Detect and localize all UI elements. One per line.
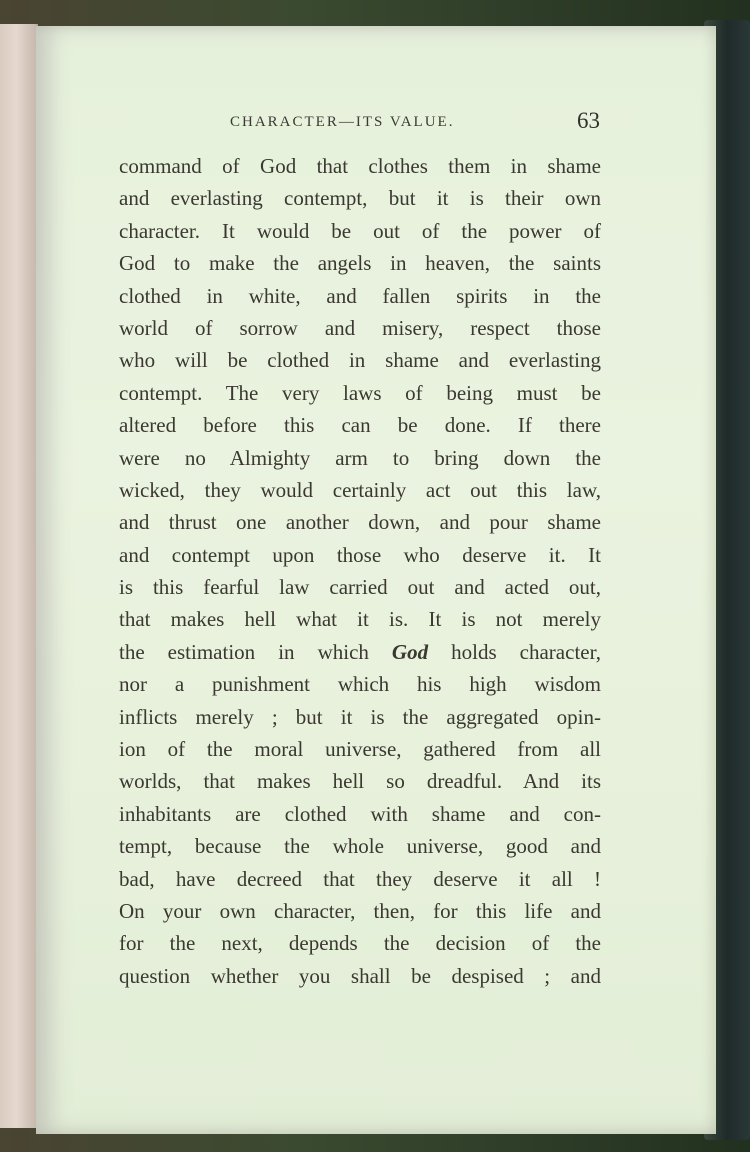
text-line: and thrust one another down, and pour shame bbox=[119, 510, 601, 535]
text-line: character. It would be out of the power of bbox=[119, 218, 601, 243]
text-line: question whether you shall be despised ; and bbox=[119, 963, 601, 988]
text-line: altered before this can be done. If there bbox=[119, 413, 601, 438]
text-line: God to make the angels in heaven, the saints bbox=[119, 251, 601, 276]
text-line: nor a punishment which his high wisdom bbox=[119, 672, 601, 697]
text-segment: holds character, bbox=[428, 639, 601, 664]
text-line: world of sorrow and misery, respect those bbox=[119, 315, 601, 340]
text-line-with-italic bbox=[119, 636, 601, 668]
text-line: who will be clothed in shame and everlasting bbox=[119, 348, 601, 373]
text-line: inhabitants are clothed with shame and con- bbox=[119, 801, 601, 826]
text-line: On your own character, then, for this life and bbox=[119, 898, 601, 923]
running-head: CHARACTER—ITS VALUE. bbox=[230, 114, 455, 130]
body-text bbox=[119, 150, 601, 992]
text-line: clothed in white, and fallen spirits in the bbox=[119, 283, 601, 308]
text-line: and contempt upon those who deserve it. It bbox=[119, 542, 601, 567]
facing-page-edge bbox=[0, 24, 38, 1128]
text-line: were no Almighty arm to bring down the bbox=[119, 445, 601, 470]
emphasized-word: God bbox=[391, 639, 429, 664]
page-header bbox=[230, 108, 600, 138]
text-line: worlds, that makes hell so dreadful. And its bbox=[119, 769, 601, 794]
text-line: ion of the moral universe, gathered from all bbox=[119, 737, 601, 762]
text-line: command of God that clothes them in shame bbox=[119, 154, 601, 178]
text-line: wicked, they would certainly act out this law, bbox=[119, 477, 601, 502]
text-line: tempt, because the whole universe, good and bbox=[119, 834, 601, 859]
text-line: bad, have decreed that they deserve it all ! bbox=[119, 866, 601, 891]
text-line: inflicts merely ; but it is the aggregated opin- bbox=[119, 704, 601, 729]
page-number: 63 bbox=[577, 108, 600, 133]
text-line: contempt. The very laws of being must be bbox=[119, 380, 601, 405]
text-segment: the estimation in which bbox=[119, 639, 392, 664]
text-line: that makes hell what it is. It is not merely bbox=[119, 607, 601, 632]
text-line: for the next, depends the decision of the bbox=[119, 931, 601, 956]
text-line: and everlasting contempt, but it is their own bbox=[119, 186, 601, 211]
text-line: is this fearful law carried out and acted out, bbox=[119, 575, 601, 600]
